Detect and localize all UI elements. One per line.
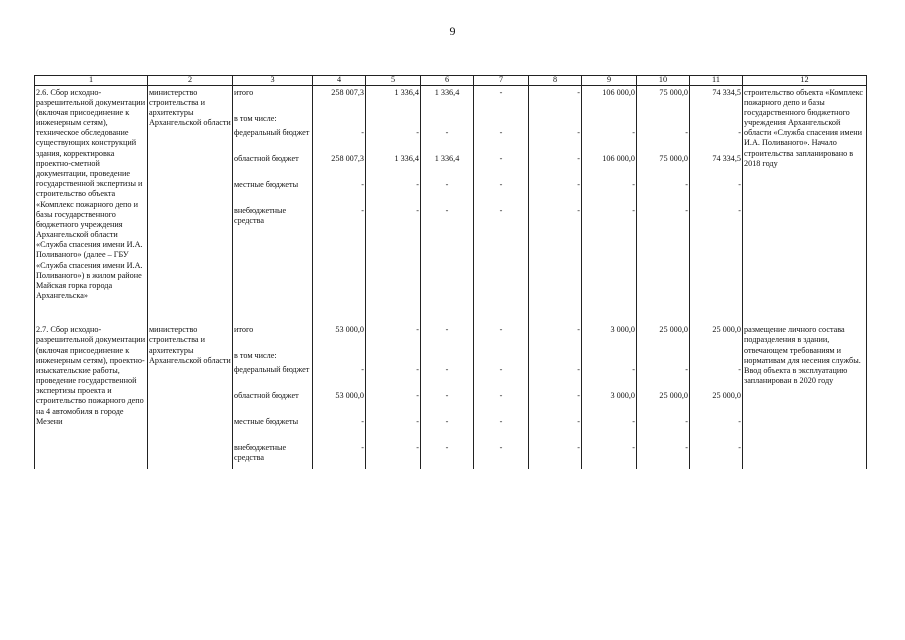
amount-value — [367, 114, 419, 128]
result-cell: размещение личного состава подразделения в здании, отвечающем требованиям и нормативам для несения службы. Ввод объекта в эксплуатацию запланирован в 2020 году — [743, 323, 867, 469]
amount-value: 25 000,0 — [659, 391, 688, 401]
column-header: 4 — [313, 76, 366, 86]
amount-column-cell — [637, 323, 690, 469]
amount-column-cell — [421, 85, 474, 301]
amount-value: - — [416, 365, 419, 375]
header-row — [35, 76, 867, 86]
amount-value: - — [499, 365, 503, 375]
amount-value — [583, 351, 635, 365]
amount-value — [530, 351, 580, 365]
column-header: 10 — [637, 76, 690, 86]
amount-value — [530, 114, 580, 128]
amount-value: 1 336,4 — [434, 87, 460, 97]
amount-value: - — [416, 205, 419, 215]
column-header: 1 — [35, 76, 148, 86]
column-header: 7 — [474, 76, 529, 86]
amount-value: - — [738, 205, 741, 215]
amount-value: 74 334,5 — [712, 87, 741, 97]
amount-column-cell — [637, 85, 690, 301]
amount-value: - — [445, 391, 449, 401]
amount-column-cell — [690, 323, 743, 469]
amount-value: - — [361, 365, 364, 375]
funding-source-label: федеральный бюджет — [234, 127, 310, 137]
amount-value: 1 336,4 — [394, 153, 419, 163]
amount-value — [583, 114, 635, 128]
result-cell: строительство объекта «Комплекс пожарного депо и базы государственного бюджетного учреждения Архангельской области «Служба спасения имени И.А. Поливаного». Начало строительства запланировано в 2018 году — [743, 85, 867, 301]
spacer-cell — [582, 301, 637, 323]
spacer-cell — [529, 301, 582, 323]
spacer-cell — [690, 301, 743, 323]
amount-value: - — [361, 417, 364, 427]
amount-value: 106 000,0 — [602, 87, 635, 97]
amount-value: - — [445, 365, 449, 375]
amount-value: - — [499, 443, 503, 453]
amount-value: - — [685, 205, 688, 215]
program-table — [34, 75, 867, 469]
amount-value: 3 000,0 — [610, 325, 635, 335]
amount-value: - — [738, 179, 741, 189]
amount-column-cell — [366, 85, 421, 301]
column-header: 3 — [233, 76, 313, 86]
amount-value: 1 336,4 — [394, 87, 419, 97]
spacer-cell — [421, 301, 474, 323]
amount-value: - — [685, 417, 688, 427]
page-number: 9 — [449, 24, 456, 38]
funding-sources-cell — [233, 323, 313, 469]
funding-source-label: внебюджетные средства — [234, 443, 287, 463]
amount-value: - — [685, 179, 688, 189]
amount-value — [691, 351, 741, 365]
measure-name: 2.6. Сбор исходно-разрешительной документации (включая присоединение к инженерным сетям), техническое обследование существующих конструкций здания, корректировка проектно-сметной документации, проведение государственной экспертизы и строительство объекта «Комплекс пожарного депо и базы государственного бюджетного учреждения Архангельской области «Служба спасения имени И.А. Поливаного» (далее – ГБУ «Служба спасения имени И.А. Поливаного») в жилом районе Майская горка города Архангельска» — [35, 85, 148, 301]
amount-value: - — [499, 391, 503, 401]
amount-column-cell — [582, 85, 637, 301]
amount-value: - — [632, 365, 635, 375]
amount-value: 25 000,0 — [659, 325, 688, 335]
amount-value: - — [416, 391, 419, 401]
amount-value: - — [685, 365, 688, 375]
column-header: 5 — [366, 76, 421, 86]
amount-value: - — [577, 391, 580, 401]
amount-value: - — [685, 443, 688, 453]
executor-cell: министерство строительства и архитектуры Архангельской области — [148, 85, 233, 301]
spacer-cell — [474, 301, 529, 323]
amount-value: - — [361, 205, 364, 215]
amount-column-cell — [313, 323, 366, 469]
amount-value — [314, 351, 364, 365]
funding-source-label: итого — [234, 87, 254, 97]
amount-value: - — [416, 443, 419, 453]
funding-source-label: областной бюджет — [234, 391, 299, 401]
amount-value: 75 000,0 — [659, 153, 688, 163]
funding-source-label: федеральный бюджет — [234, 365, 310, 375]
amount-value: - — [499, 87, 503, 97]
amount-value: 258 007,3 — [331, 87, 364, 97]
amount-value: 3 000,0 — [610, 391, 635, 401]
amount-value — [314, 114, 364, 128]
amount-value: 25 000,0 — [712, 391, 741, 401]
amount-column-cell — [421, 323, 474, 469]
amount-value — [475, 114, 527, 128]
amount-value — [422, 351, 472, 365]
spacer-cell — [637, 301, 690, 323]
funding-source-label: внебюджетные средства — [234, 205, 287, 225]
spacer-cell — [233, 301, 313, 323]
amount-value — [638, 114, 688, 128]
amount-value: - — [445, 417, 449, 427]
amount-value: 53 000,0 — [335, 325, 364, 335]
spacer-cell — [313, 301, 366, 323]
amount-column-cell — [474, 85, 529, 301]
funding-source-label: итого — [234, 325, 254, 335]
amount-value: - — [632, 417, 635, 427]
amount-value: 258 007,3 — [331, 153, 364, 163]
amount-column-cell — [529, 85, 582, 301]
amount-value: - — [416, 179, 419, 189]
amount-value: - — [632, 127, 635, 137]
executor-cell: министерство строительства и архитектуры Архангельской области — [148, 323, 233, 469]
amount-value: - — [738, 417, 741, 427]
spacer-cell — [743, 301, 867, 323]
amount-column-cell — [313, 85, 366, 301]
row-spacer — [35, 301, 867, 323]
amount-value: - — [499, 127, 503, 137]
column-header: 9 — [582, 76, 637, 86]
funding-source-label: местные бюджеты — [234, 417, 299, 427]
amount-column-cell — [690, 85, 743, 301]
amount-value: 75 000,0 — [659, 87, 688, 97]
amount-value: - — [632, 179, 635, 189]
funding-source-label: областной бюджет — [234, 153, 299, 163]
amount-value — [691, 114, 741, 128]
amount-value: - — [361, 443, 364, 453]
amount-value: - — [738, 443, 741, 453]
column-header: 6 — [421, 76, 474, 86]
amount-value: - — [577, 417, 580, 427]
amount-column-cell — [474, 323, 529, 469]
amount-value: 53 000,0 — [335, 391, 364, 401]
amount-value: - — [361, 127, 364, 137]
funding-source-label: в том числе: — [234, 351, 277, 361]
amount-value: - — [577, 127, 580, 137]
amount-value: - — [445, 179, 449, 189]
amount-value: - — [738, 365, 741, 375]
amount-value: - — [361, 179, 364, 189]
table-row — [35, 323, 867, 469]
column-header: 8 — [529, 76, 582, 86]
amount-value — [422, 114, 472, 128]
column-header: 11 — [690, 76, 743, 86]
amount-value — [475, 351, 527, 365]
amount-value: - — [416, 417, 419, 427]
funding-sources-cell — [233, 85, 313, 301]
amount-value — [367, 351, 419, 365]
spacer-cell — [366, 301, 421, 323]
amount-column-cell — [366, 323, 421, 469]
amount-value: - — [577, 153, 580, 163]
amount-column-cell — [582, 323, 637, 469]
amount-value: - — [632, 205, 635, 215]
table-row — [35, 85, 867, 301]
column-header: 2 — [148, 76, 233, 86]
amount-value: - — [577, 87, 580, 97]
amount-value: - — [685, 127, 688, 137]
amount-value: - — [499, 417, 503, 427]
amount-value: - — [499, 205, 503, 215]
amount-value: - — [416, 325, 419, 335]
measure-name: 2.7. Сбор исходно-разрешительной документации (включая присоединение к инженерным сетям), проектно-изыскательские работы, проведение государственной экспертизы проекта и строительство пожарного депо на 4 автомобиля в городе Мезени — [35, 323, 148, 469]
amount-column-cell — [529, 323, 582, 469]
amount-value: - — [445, 127, 449, 137]
amount-value: - — [445, 325, 449, 335]
funding-source-label: в том числе: — [234, 113, 277, 123]
amount-value: - — [738, 127, 741, 137]
amount-value: - — [577, 325, 580, 335]
amount-value: - — [577, 205, 580, 215]
column-header: 12 — [743, 76, 867, 86]
amount-value: 1 336,4 — [434, 153, 460, 163]
amount-value: - — [416, 127, 419, 137]
funding-source-label: местные бюджеты — [234, 179, 299, 189]
amount-value: - — [632, 443, 635, 453]
amount-value: - — [445, 443, 449, 453]
amount-value: - — [499, 179, 503, 189]
amount-value: - — [577, 365, 580, 375]
amount-value: - — [499, 153, 503, 163]
spacer-cell — [35, 301, 148, 323]
amount-value: 25 000,0 — [712, 325, 741, 335]
amount-value: 106 000,0 — [602, 153, 635, 163]
amount-value: - — [445, 205, 449, 215]
amount-value: - — [577, 179, 580, 189]
amount-value: - — [577, 443, 580, 453]
table-body — [35, 85, 867, 469]
amount-value: - — [499, 325, 503, 335]
amount-value: 74 334,5 — [712, 153, 741, 163]
spacer-cell — [148, 301, 233, 323]
amount-value — [638, 351, 688, 365]
